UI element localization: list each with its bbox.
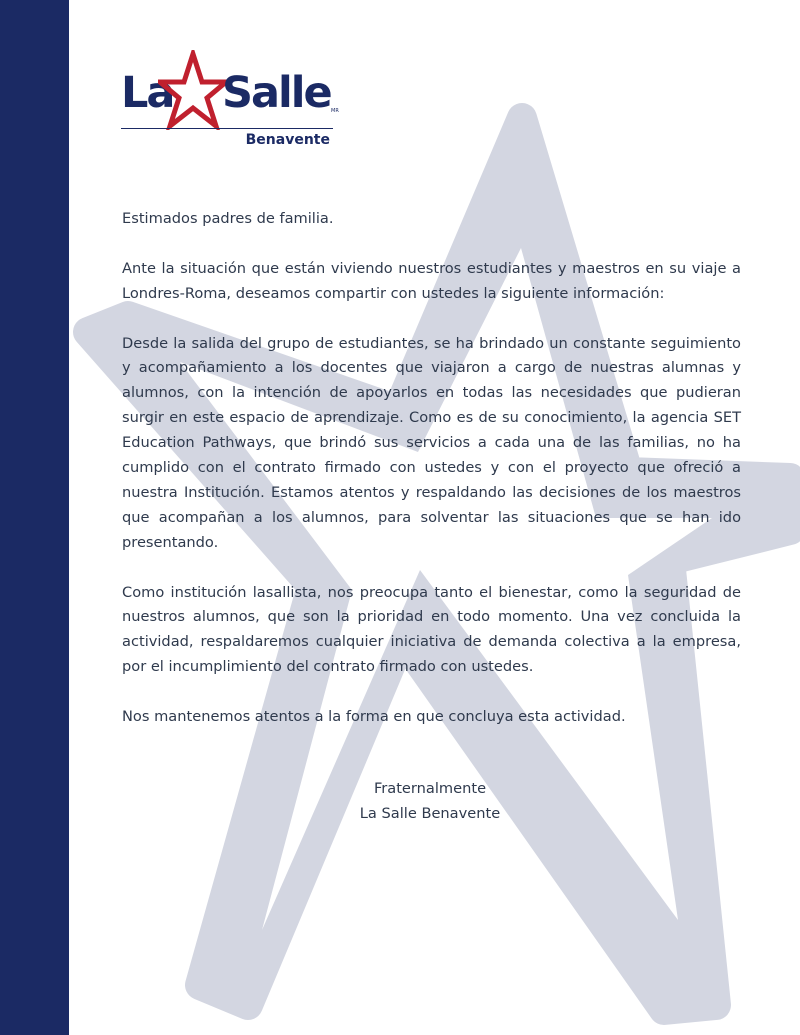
logo-word-salle: Salle: [222, 68, 331, 118]
letter-body: [122, 207, 741, 755]
logo-trademark: MR: [331, 108, 339, 114]
letter-paragraph-3: Como institución lasallista, nos preocupa tanto el bienestar, como la seguridad de nuestros alumnos, que son la prioridad en todo momento. Una vez concluida la actividad, respaldaremos cualquier iniciativa de demanda colectiva a la empresa, por el incumplimiento del contrato firmado con ustedes.: [122, 583, 741, 676]
letter-paragraph-1: Ante la situación que están viviendo nuestros estudiantes y maestros en su viaje a Londres-Roma, deseamos compartir con ustedes la siguiente información:: [122, 259, 741, 302]
letter-paragraph-2: Desde la salida del grupo de estudiantes, se ha brindado un constante seguimiento y acompañamiento a los docentes que viajaron a cargo de nuestras alumnas y alumnos, con la intención de apoyarlos en todas las necesidades que pudieran surgir en este espacio de aprendizaje. Como es de su conocimiento, la agencia SET Education Pathways, que brindó sus servicios a cada una de las familias, no ha cumplido con el contrato firmado con ustedes y con el proyecto que ofreció a nuestra Institución. Estamos atentos y respaldando las decisiones de los maestros que acompañan a los alumnos, para solventar las situaciones que se han ido presentando.: [122, 334, 741, 551]
signature-block: [330, 777, 530, 827]
logo-star-icon: [158, 50, 228, 130]
logo-word-la: La: [121, 68, 174, 118]
letter-closing: Nos mantenemos atentos a la forma en que concluya esta actividad.: [122, 708, 626, 726]
la-salle-logo: [118, 50, 340, 152]
logo-campus-name: Benavente: [245, 132, 330, 148]
signature-signer: La Salle Benavente: [359, 804, 501, 822]
letter-salutation: Estimados padres de familia.: [122, 210, 334, 227]
logo-divider: [121, 128, 333, 129]
signature-valediction: Fraternalmente: [373, 780, 487, 797]
